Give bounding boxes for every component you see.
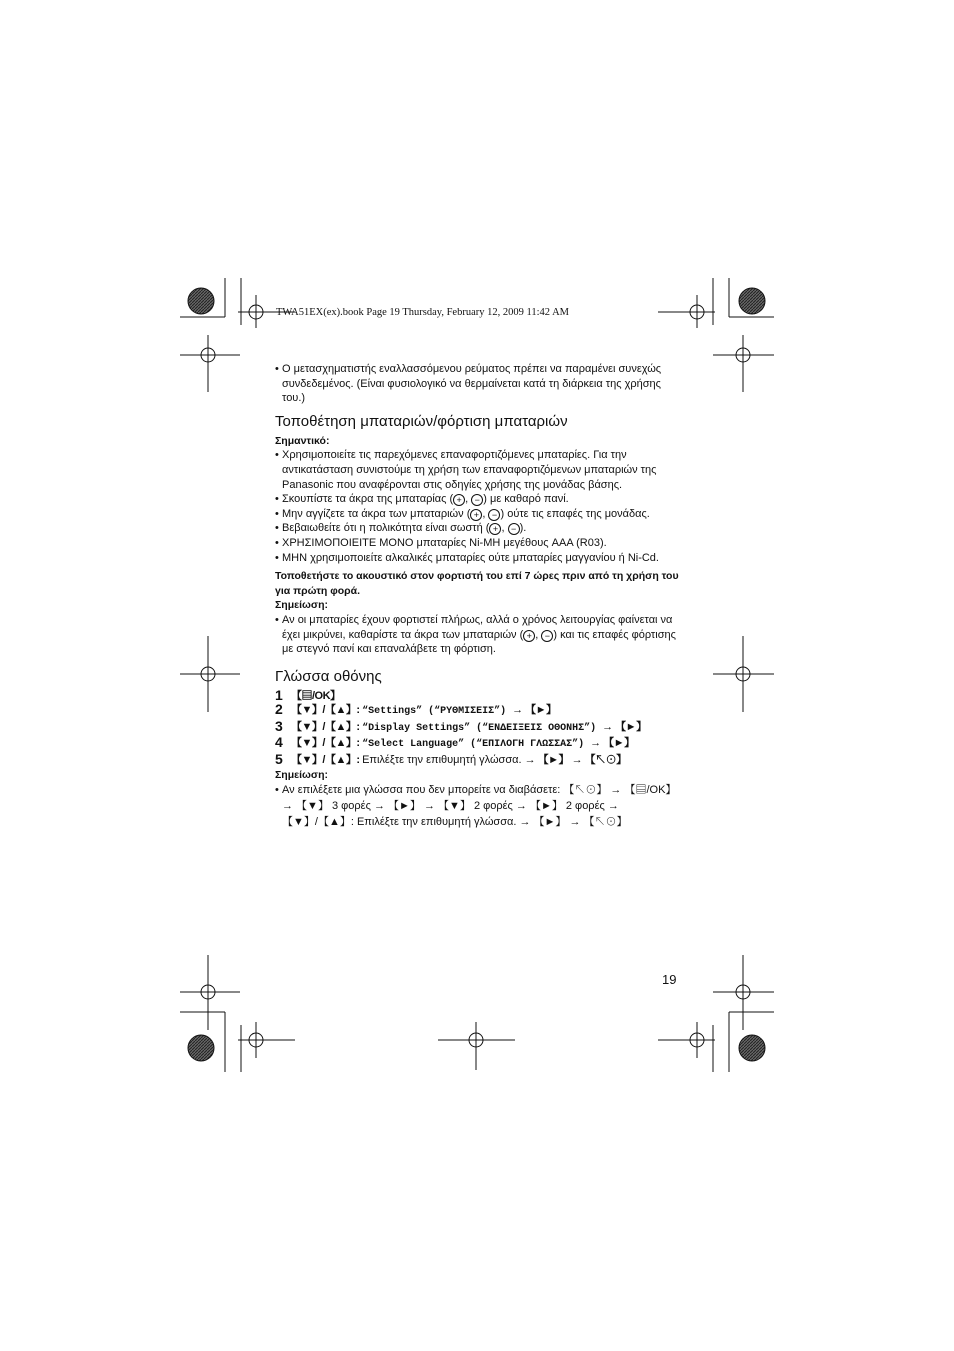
battery-bullet-6: • ΜΗΝ χρησιμοποιείτε αλκαλικές μπαταρίες ούτε μπαταρίες μαγγανίου ή Ni-Cd. <box>275 551 680 566</box>
book-header-line: TWA51EX(ex).book Page 19 Thursday, February 12, 2009 11:42 AM <box>276 307 569 318</box>
step-5: 5 【▼】/【▲】: Επιλέξτε την επιθυμητή γλώσσα. → 【►】 → 【↖⊙】 <box>275 751 627 768</box>
language-note-line-1: • Αν επιλέξετε μια γλώσσα που δεν μπορείτε να διαβάσετε: 【↖⊙】 → 【▤/OK】 <box>275 782 680 798</box>
battery-note-label: Σημείωση: <box>275 599 329 612</box>
plus-terminal-icon: + <box>470 509 482 521</box>
step-4: 4 【▼】/【▲】: “Select Language” (“ΕΠΙΛΟΓΗ ΓΛΩΣΣΑΣ”) → 【►】 <box>275 734 635 751</box>
battery-bullet-2: • Σκουπίστε τα άκρα της μπαταρίας ( + , − ) με καθαρό πανί. <box>275 492 680 507</box>
battery-note-bullet: • Αν οι μπαταρίες έχουν φορτιστεί πλήρως, αλλά ο χρόνος λειτουργίας φαίνεται να έχει μικρύνει, καθαρίστε τα άκρα των μπαταριών ( + , − ) και τις επαφές φόρτισης με στεγνό πανί και επαναλάβετε τη φόρτιση. <box>275 613 680 657</box>
battery-bullet-3: • Μην αγγίζετε τα άκρα των μπαταριών ( + , − ) ούτε τις επαφές της μονάδας. <box>275 507 680 522</box>
plus-terminal-icon: + <box>489 523 501 535</box>
minus-terminal-icon: − <box>541 630 553 642</box>
language-note-label: Σημείωση: <box>275 768 329 781</box>
battery-bullet-5: • ΧΡΗΣΙΜΟΠΟΙΕΙΤΕ ΜΟΝΟ μπαταρίες Ni-MH μεγέθους AAA (R03). <box>275 536 680 551</box>
battery-section-heading: Τοποθέτηση μπαταριών/φόρτιση μπαταριών <box>275 412 568 430</box>
battery-bullet-1: • Χρησιμοποιείτε τις παρεχόμενες επαναφορτιζόμενες μπαταρίες. Για την αντικατάσταση συνιστούμε τη χρήση των επαναφορτιζόμενων μπαταριών της Panasonic που αναφέρονται στις οδηγίες χρήσης της μονάδας βάσης. <box>275 448 680 492</box>
plus-terminal-icon: + <box>453 494 465 506</box>
minus-terminal-icon: − <box>508 523 520 535</box>
plus-terminal-icon: + <box>523 630 535 642</box>
battery-bullet-4: • Βεβαιωθείτε ότι η πολικότητα είναι σωστή ( + , − ). <box>275 521 680 536</box>
language-note-line-2: → 【▼】 3 φορές → 【►】 → 【▼】 2 φορές → 【►】 2 φορές → <box>282 800 619 813</box>
language-section-heading: Γλώσσα οθόνης <box>275 667 382 685</box>
important-label: Σημαντικό: <box>275 434 330 447</box>
minus-terminal-icon: − <box>471 494 483 506</box>
language-note-line-3: 【▼】/【▲】: Επιλέξτε την επιθυμητή γλώσσα. → 【►】 → 【↖⊙】 <box>282 816 628 829</box>
step-3: 3 【▼】/【▲】: “Display Settings” (“ΕΝΔΕΙΞΕΙΣ ΟΘΟΝΗΣ”) → 【►】 <box>275 717 647 734</box>
charge-instruction: Τοποθετήστε το ακουστικό στον φορτιστή του επί 7 ώρες πριν από τη χρήση του για πρώτη φορά. <box>275 570 679 597</box>
minus-terminal-icon: − <box>488 509 500 521</box>
step-2: 2 【▼】/【▲】: “Settings” (“ΡΥΘΜΙΣΕΙΣ”) → 【►】 <box>275 701 557 718</box>
page-content <box>275 362 680 830</box>
step-1: 1 【▤/OK】 <box>275 686 341 703</box>
page-number: 19 <box>662 972 677 987</box>
ac-adaptor-bullet: • Ο μετασχηματιστής εναλλασσόμενου ρεύματος πρέπει να παραμένει συνεχώς συνδεδεμένος. (Είναι φυσιολογικό να θερμαίνεται κατά τη διάρκεια της χρήσης του.) <box>275 362 680 406</box>
